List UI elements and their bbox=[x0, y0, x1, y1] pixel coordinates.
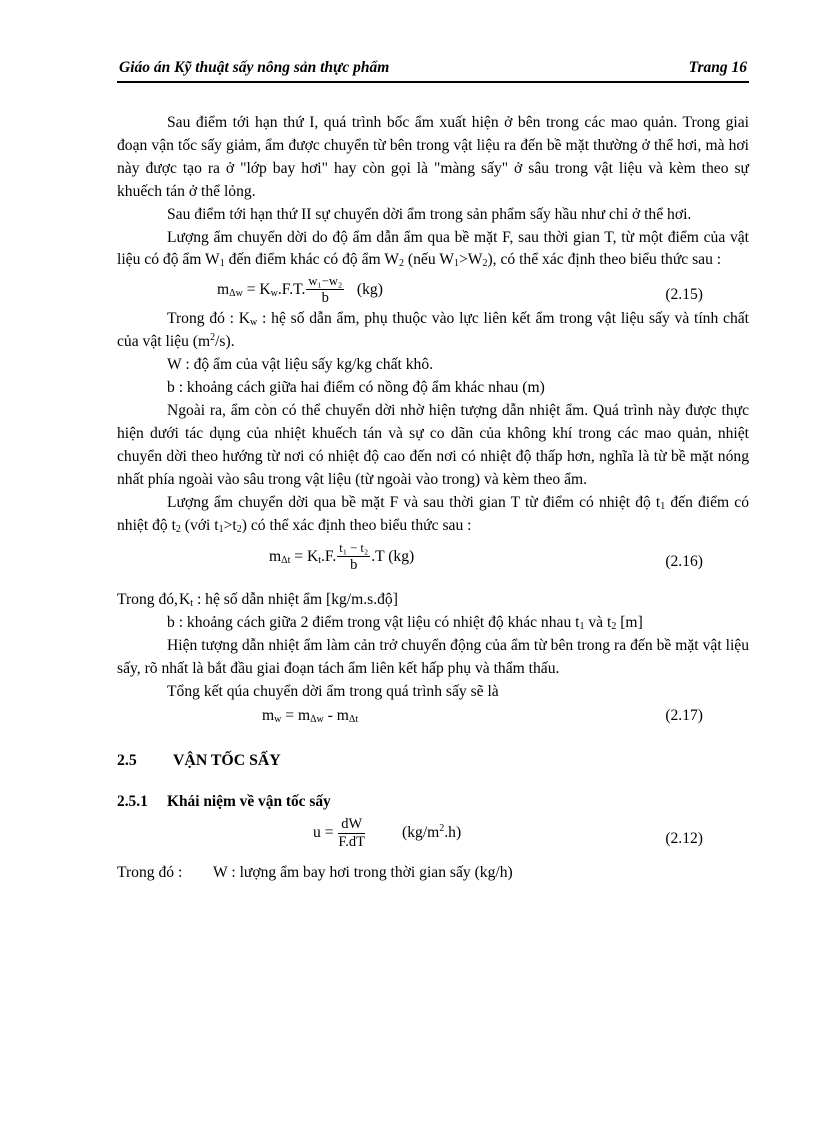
formula-2-12-expression: u = $\frac{dW}{F.dT}$ $(kg/m^2.h)$ bbox=[313, 815, 462, 850]
formula-2-16 bbox=[117, 537, 749, 589]
equation-number-2-15: (2.15) bbox=[665, 286, 703, 304]
definition-b: b : khoảng cách giữa hai điểm có nồng độ ẩm khác nhau (m) bbox=[167, 379, 545, 397]
document-body bbox=[117, 112, 749, 885]
header-page-number: Trang 16 bbox=[688, 59, 747, 76]
paragraph-2: Sau điểm tới hạn thứ II sự chuyển dời ẩm trong sản phẩm sấy hầu như chỉ ở thể hơi. bbox=[167, 205, 692, 223]
formula-2-17-expression: $m_w = m_{\Delta w} - m_{\Delta t}$ bbox=[262, 706, 359, 725]
definition-kt: Trong $đó,K_t$ : hệ số dẫn nhiệt ẩm [kg/m.s.độ] bbox=[117, 591, 398, 610]
paragraph-6: Hiện tượng dẫn nhiệt ẩm làm cản trở chuyển động của ẩm từ bên trong ra đến bề mặt vật liệu sấy, rõ nhất là bắt đầu giai đoạn tách ẩm liên kết hấp phụ và thẩm thấu. bbox=[117, 637, 749, 678]
paragraph-1: Sau điểm tới hạn thứ I, quá trình bốc ẩm xuất hiện ở bên trong các mao quản. Trong giai đoạn vận tốc sấy giảm, ẩm được chuyển từ bên trong vật liệu ra đến bề mặt thường ở thể hơi, mà hơi này được tạo ra ở "lớp bay hơi" hay còn gọi là "màng sấy" ở sâu trong vật liệu và kèm theo sự khuếch tán ở thể lỏng. bbox=[117, 114, 749, 200]
spacer bbox=[117, 730, 749, 750]
spacer bbox=[117, 773, 749, 791]
section-heading-2-5: 2.5 VẬN TỐC SẤY bbox=[117, 751, 281, 769]
paragraph-3: Lượng ẩm chuyển dời do độ ẩm dẫn ẩm qua bề mặt F, sau thời gian T, từ một điểm của vật liệu có độ ẩm $W_1$ đến điểm khác có độ ẩm $W_2$ (nếu $W_1>W_2$), có thể xác định theo biểu thức sau : bbox=[117, 228, 749, 270]
definition-kw: Trong đó : $K_w$ : hệ số dẫn ẩm, phụ thuộc vào lực liên kết ẩm trong vật liệu sấy và tính chất của vật liệu $(m^2/s)$. bbox=[117, 310, 749, 351]
fraction-2-12: $\frac{dW}{F.dT}$ bbox=[338, 815, 366, 850]
equation-number-2-16: (2.16) bbox=[665, 553, 703, 571]
paragraph-7: Tổng kết qúa chuyển dời ẩm trong quá trình sấy sẽ là bbox=[167, 683, 499, 701]
fraction-2-16: $\frac{\text{t₁ − t₂}}{b}$ bbox=[339, 541, 369, 574]
formula-2-16-expression: $m_{\Delta t} = K_t.F$. $\frac{\text{t₁ − t₂}}{b}$ .T (kg) bbox=[269, 541, 415, 574]
header-title: Giáo án Kỹ thuật sấy nông sản thực phẩm bbox=[119, 59, 390, 76]
fraction-2-15: $\frac{\text{w₁−w₂}}{b}$ bbox=[308, 274, 343, 307]
formula-2-15-expression: $m_{\Delta w} = K_w.F.T$. $\frac{\text{w₁−w₂}}{b}$ (kg) bbox=[217, 274, 383, 307]
definition-b2: b : khoảng cách giữa 2 điểm trong vật liệu có nhiệt độ khác nhau $t_1$ và $t_2$ [m] bbox=[167, 614, 643, 633]
section-heading-2-5-1: 2.5.1 Khái niệm về vận tốc sấy bbox=[117, 792, 331, 810]
paragraph-5: Lượng ẩm chuyển dời qua bề mặt F và sau thời gian T từ điểm có nhiệt độ $t_1$ đến điểm có nhiệt độ $t_2$ (với $t_1>t_2$) có thể xác định theo biểu thức sau : bbox=[117, 493, 750, 535]
equation-number-2-12: (2.12) bbox=[665, 829, 703, 847]
formula-2-12 bbox=[117, 814, 749, 862]
page-header bbox=[117, 55, 749, 83]
formula-2-15 bbox=[117, 272, 749, 308]
formula-2-17 bbox=[117, 704, 749, 730]
paragraph-4: Ngoài ra, ẩm còn có thể chuyển dời nhờ hiện tượng dẫn nhiệt ẩm. Quá trình này được thực hiện dưới tác dụng của nhiệt khuếch tán và sự co dãn của không khí trong các mao quản, nhiệt chuyển dời theo hướng từ nơi có nhiệt độ cao đến nơi có nhiệt độ thấp hơn, nghĩa là từ bề mặt nóng nhất phía ngoài vào sâu trong vật liệu (từ ngoài vào trong) và kèm theo ẩm. bbox=[117, 401, 749, 488]
definition-w: W : độ ẩm của vật liệu sấy kg/kg chất khô. bbox=[167, 356, 434, 374]
equation-number-2-17: (2.17) bbox=[665, 706, 703, 724]
definition-w-evaporated: Trong đó : W : lượng ẩm bay hơi trong thời gian sấy (kg/h) bbox=[117, 863, 513, 881]
